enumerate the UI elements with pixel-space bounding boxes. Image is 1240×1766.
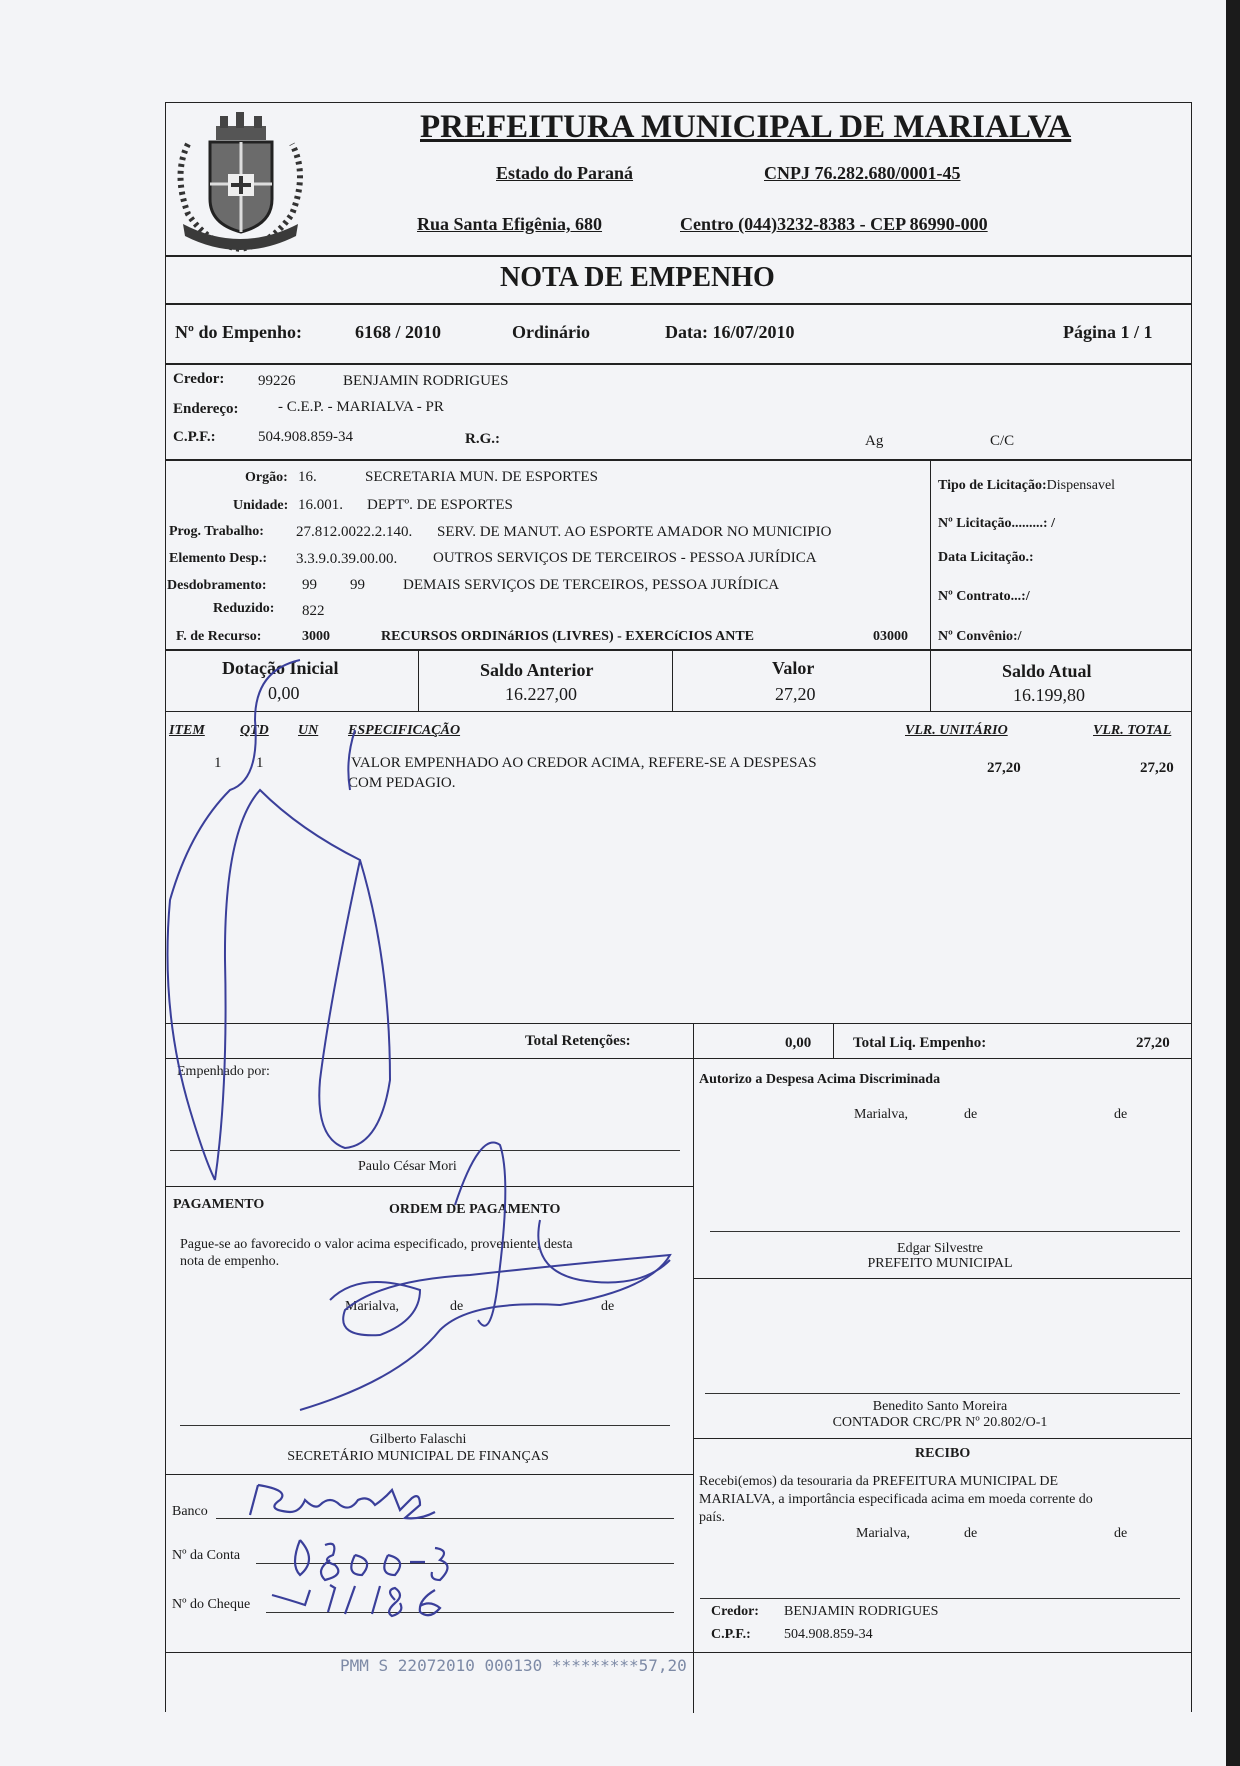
- licitacao-data: Data Licitação.:: [938, 550, 1034, 565]
- empenho-date: Data: 16/07/2010: [665, 322, 795, 342]
- recibo-text-line2: MARIALVA, a importância especificada acima em moeda corrente do: [699, 1492, 1093, 1507]
- orgao-label: Orgão:: [245, 470, 288, 485]
- row-unit-value: 27,20: [987, 760, 1021, 776]
- prefeito-title: PREFEITO MUNICIPAL: [867, 1256, 1013, 1271]
- recibo-title: RECIBO: [915, 1446, 971, 1461]
- autorizo-de1: de: [964, 1107, 978, 1122]
- total-retencoes-label: Total Retenções:: [525, 1033, 631, 1049]
- payment-stamp: PMM S 22072010 000130 *********57,20: [340, 1656, 687, 1675]
- pagamento-label: PAGAMENTO: [173, 1197, 265, 1212]
- orgao-name: SECRETARIA MUN. DE ESPORTES: [365, 469, 598, 485]
- unidade-label: Unidade:: [233, 498, 289, 513]
- col-un-header: UN: [298, 723, 319, 738]
- red-label: Reduzido:: [213, 601, 275, 616]
- dotacao-inicial-label: Dotação Inicial: [222, 658, 339, 678]
- recibo-de1: de: [964, 1526, 978, 1541]
- rec-label: F. de Recurso:: [176, 629, 262, 644]
- cpf-label: C.P.F.:: [173, 429, 216, 445]
- total-retencoes-value: 0,00: [785, 1035, 812, 1051]
- conta-handwriting: [295, 1540, 448, 1580]
- recibo-de2: de: [1114, 1526, 1128, 1541]
- autorizo-place: Marialva,: [854, 1107, 909, 1122]
- doc-title: NOTA DE EMPENHO: [500, 262, 775, 293]
- elem-label: Elemento Desp.:: [169, 551, 267, 566]
- saldo-anterior-label: Saldo Anterior: [480, 660, 594, 680]
- cc-label: C/C: [990, 433, 1015, 449]
- valor-value: 27,20: [775, 684, 816, 704]
- saldo-atual-label: Saldo Atual: [1002, 661, 1092, 681]
- empenhado-label: Empenhado por:: [177, 1064, 270, 1079]
- banco-handwriting: [250, 1485, 435, 1518]
- elem-code: 3.3.9.0.39.00.00.: [296, 551, 398, 567]
- saldo-atual-value: 16.199,80: [1013, 685, 1085, 705]
- unidade-code: 16.001.: [298, 497, 343, 513]
- red-code: 822: [302, 603, 325, 619]
- rec-code2: 03000: [873, 629, 908, 644]
- contador-name: Benedito Santo Moreira: [872, 1399, 1008, 1414]
- col-spec-header: ESPECIFICAÇÃO: [348, 723, 461, 738]
- autorizo-de2: de: [1114, 1107, 1128, 1122]
- header-state: Estado do Paraná: [496, 163, 634, 183]
- dotacao-inicial-value: 0,00: [268, 683, 300, 703]
- orgao-code: 16.: [298, 469, 317, 485]
- banco-label: Banco: [172, 1504, 208, 1519]
- recibo-credor-name: BENJAMIN RODRIGUES: [784, 1604, 939, 1619]
- pagamento-de2: de: [601, 1299, 615, 1314]
- rg-label: R.G.:: [465, 431, 500, 447]
- col-total-header: VLR. TOTAL: [1093, 723, 1172, 738]
- header-address: Centro (044)3232-8383 - CEP 86990-000: [680, 214, 988, 234]
- endereco-value: - C.E.P. - MARIALVA - PR: [278, 399, 444, 415]
- recibo-cpf-value: 504.908.859-34: [784, 1627, 873, 1642]
- desd-code1: 99: [302, 577, 317, 593]
- prog-label: Prog. Trabalho:: [169, 524, 264, 539]
- contador-title: CONTADOR CRC/PR Nº 20.802/O-1: [832, 1415, 1048, 1430]
- pagamento-place: Marialva,: [345, 1299, 400, 1314]
- recibo-credor-label: Credor:: [711, 1604, 759, 1619]
- saldo-anterior-value: 16.227,00: [505, 684, 577, 704]
- header-street: Rua Santa Efigênia, 680: [417, 214, 603, 234]
- credor-label: Credor:: [173, 371, 225, 387]
- row-spec-line1: VALOR EMPENHADO AO CREDOR ACIMA, REFERE-SE A DESPESAS: [351, 755, 817, 771]
- pagamento-text-line2: nota de empenho.: [180, 1254, 280, 1269]
- prog-name: SERV. DE MANUT. AO ESPORTE AMADOR NO MUNICIPIO: [437, 524, 832, 540]
- valor-label: Valor: [772, 658, 815, 678]
- licitacao-convenio: Nº Convênio:/: [938, 629, 1022, 644]
- row-spec-line2: COM PEDAGIO.: [348, 775, 456, 791]
- conta-label: Nº da Conta: [172, 1548, 241, 1563]
- recibo-text-line1: Recebi(emos) da tesouraria da PREFEITURA MUNICIPAL DE: [699, 1474, 1059, 1489]
- desd-name: DEMAIS SERVIÇOS DE TERCEIROS, PESSOA JURÍDICA: [403, 577, 780, 593]
- desd-label: Desdobramento:: [167, 578, 267, 593]
- col-qtd-header: QTD: [240, 723, 269, 738]
- total-liq-value: 27,20: [1136, 1035, 1170, 1051]
- ag-label: Ag: [865, 433, 884, 449]
- prefeito-name: Edgar Silvestre: [897, 1241, 983, 1256]
- desd-code2: 99: [350, 577, 365, 593]
- row-item: 1: [214, 755, 222, 771]
- cheque-handwriting: [272, 1585, 440, 1616]
- secretario-name: Gilberto Falaschi: [369, 1432, 467, 1447]
- empenhado-name: Paulo César Mori: [358, 1159, 457, 1174]
- empenho-number: 6168 / 2010: [355, 322, 442, 342]
- licitacao-numero: Nº Licitação.........: /: [938, 516, 1055, 531]
- prog-code: 27.812.0022.2.140.: [296, 524, 413, 540]
- elem-name: OUTROS SERVIÇOS DE TERCEIROS - PESSOA JURÍDICA: [433, 550, 817, 566]
- unidade-name: DEPTº. DE ESPORTES: [367, 497, 513, 513]
- rec-code: 3000: [302, 629, 330, 644]
- pagamento-de1: de: [450, 1299, 464, 1314]
- recibo-place: Marialva,: [856, 1526, 911, 1541]
- ordem-pagamento-label: ORDEM DE PAGAMENTO: [389, 1202, 561, 1217]
- row-qtd: 1: [256, 755, 264, 771]
- header-title: PREFEITURA MUNICIPAL DE MARIALVA: [420, 109, 1072, 145]
- col-item-header: ITEM: [169, 723, 205, 738]
- credor-name: BENJAMIN RODRIGUES: [343, 373, 509, 389]
- empenho-type: Ordinário: [512, 322, 591, 342]
- credor-code: 99226: [258, 373, 296, 389]
- recibo-text-line3: país.: [699, 1510, 726, 1525]
- secretario-title: SECRETÁRIO MUNICIPAL DE FINANÇAS: [287, 1449, 549, 1464]
- header-cnpj: CNPJ 76.282.680/0001-45: [764, 163, 961, 183]
- licitacao-contrato: Nº Contrato...:/: [938, 589, 1030, 604]
- recibo-cpf-label: C.P.F.:: [711, 1627, 751, 1642]
- autorizo-label: Autorizo a Despesa Acima Discriminada: [699, 1072, 941, 1087]
- licitacao-tipo-label: Tipo de Licitação:Dispensavel: [938, 478, 1116, 493]
- endereco-label: Endereço:: [173, 401, 239, 417]
- empenho-page: Página 1 / 1: [1063, 322, 1153, 342]
- col-unit-header: VLR. UNITÁRIO: [905, 723, 1008, 738]
- cheque-label: Nº do Cheque: [172, 1597, 251, 1612]
- pagamento-text-line1: Pague-se ao favorecido o valor acima especificado, proveniente, desta: [180, 1237, 573, 1252]
- rec-name: RECURSOS ORDINáRIOS (LIVRES) - EXERCíCIOS ANTE: [381, 629, 755, 644]
- row-total-value: 27,20: [1140, 760, 1174, 776]
- total-liq-label: Total Liq. Empenho:: [853, 1035, 987, 1051]
- cpf-value: 504.908.859-34: [258, 429, 353, 445]
- empenho-label: Nº do Empenho:: [175, 322, 302, 342]
